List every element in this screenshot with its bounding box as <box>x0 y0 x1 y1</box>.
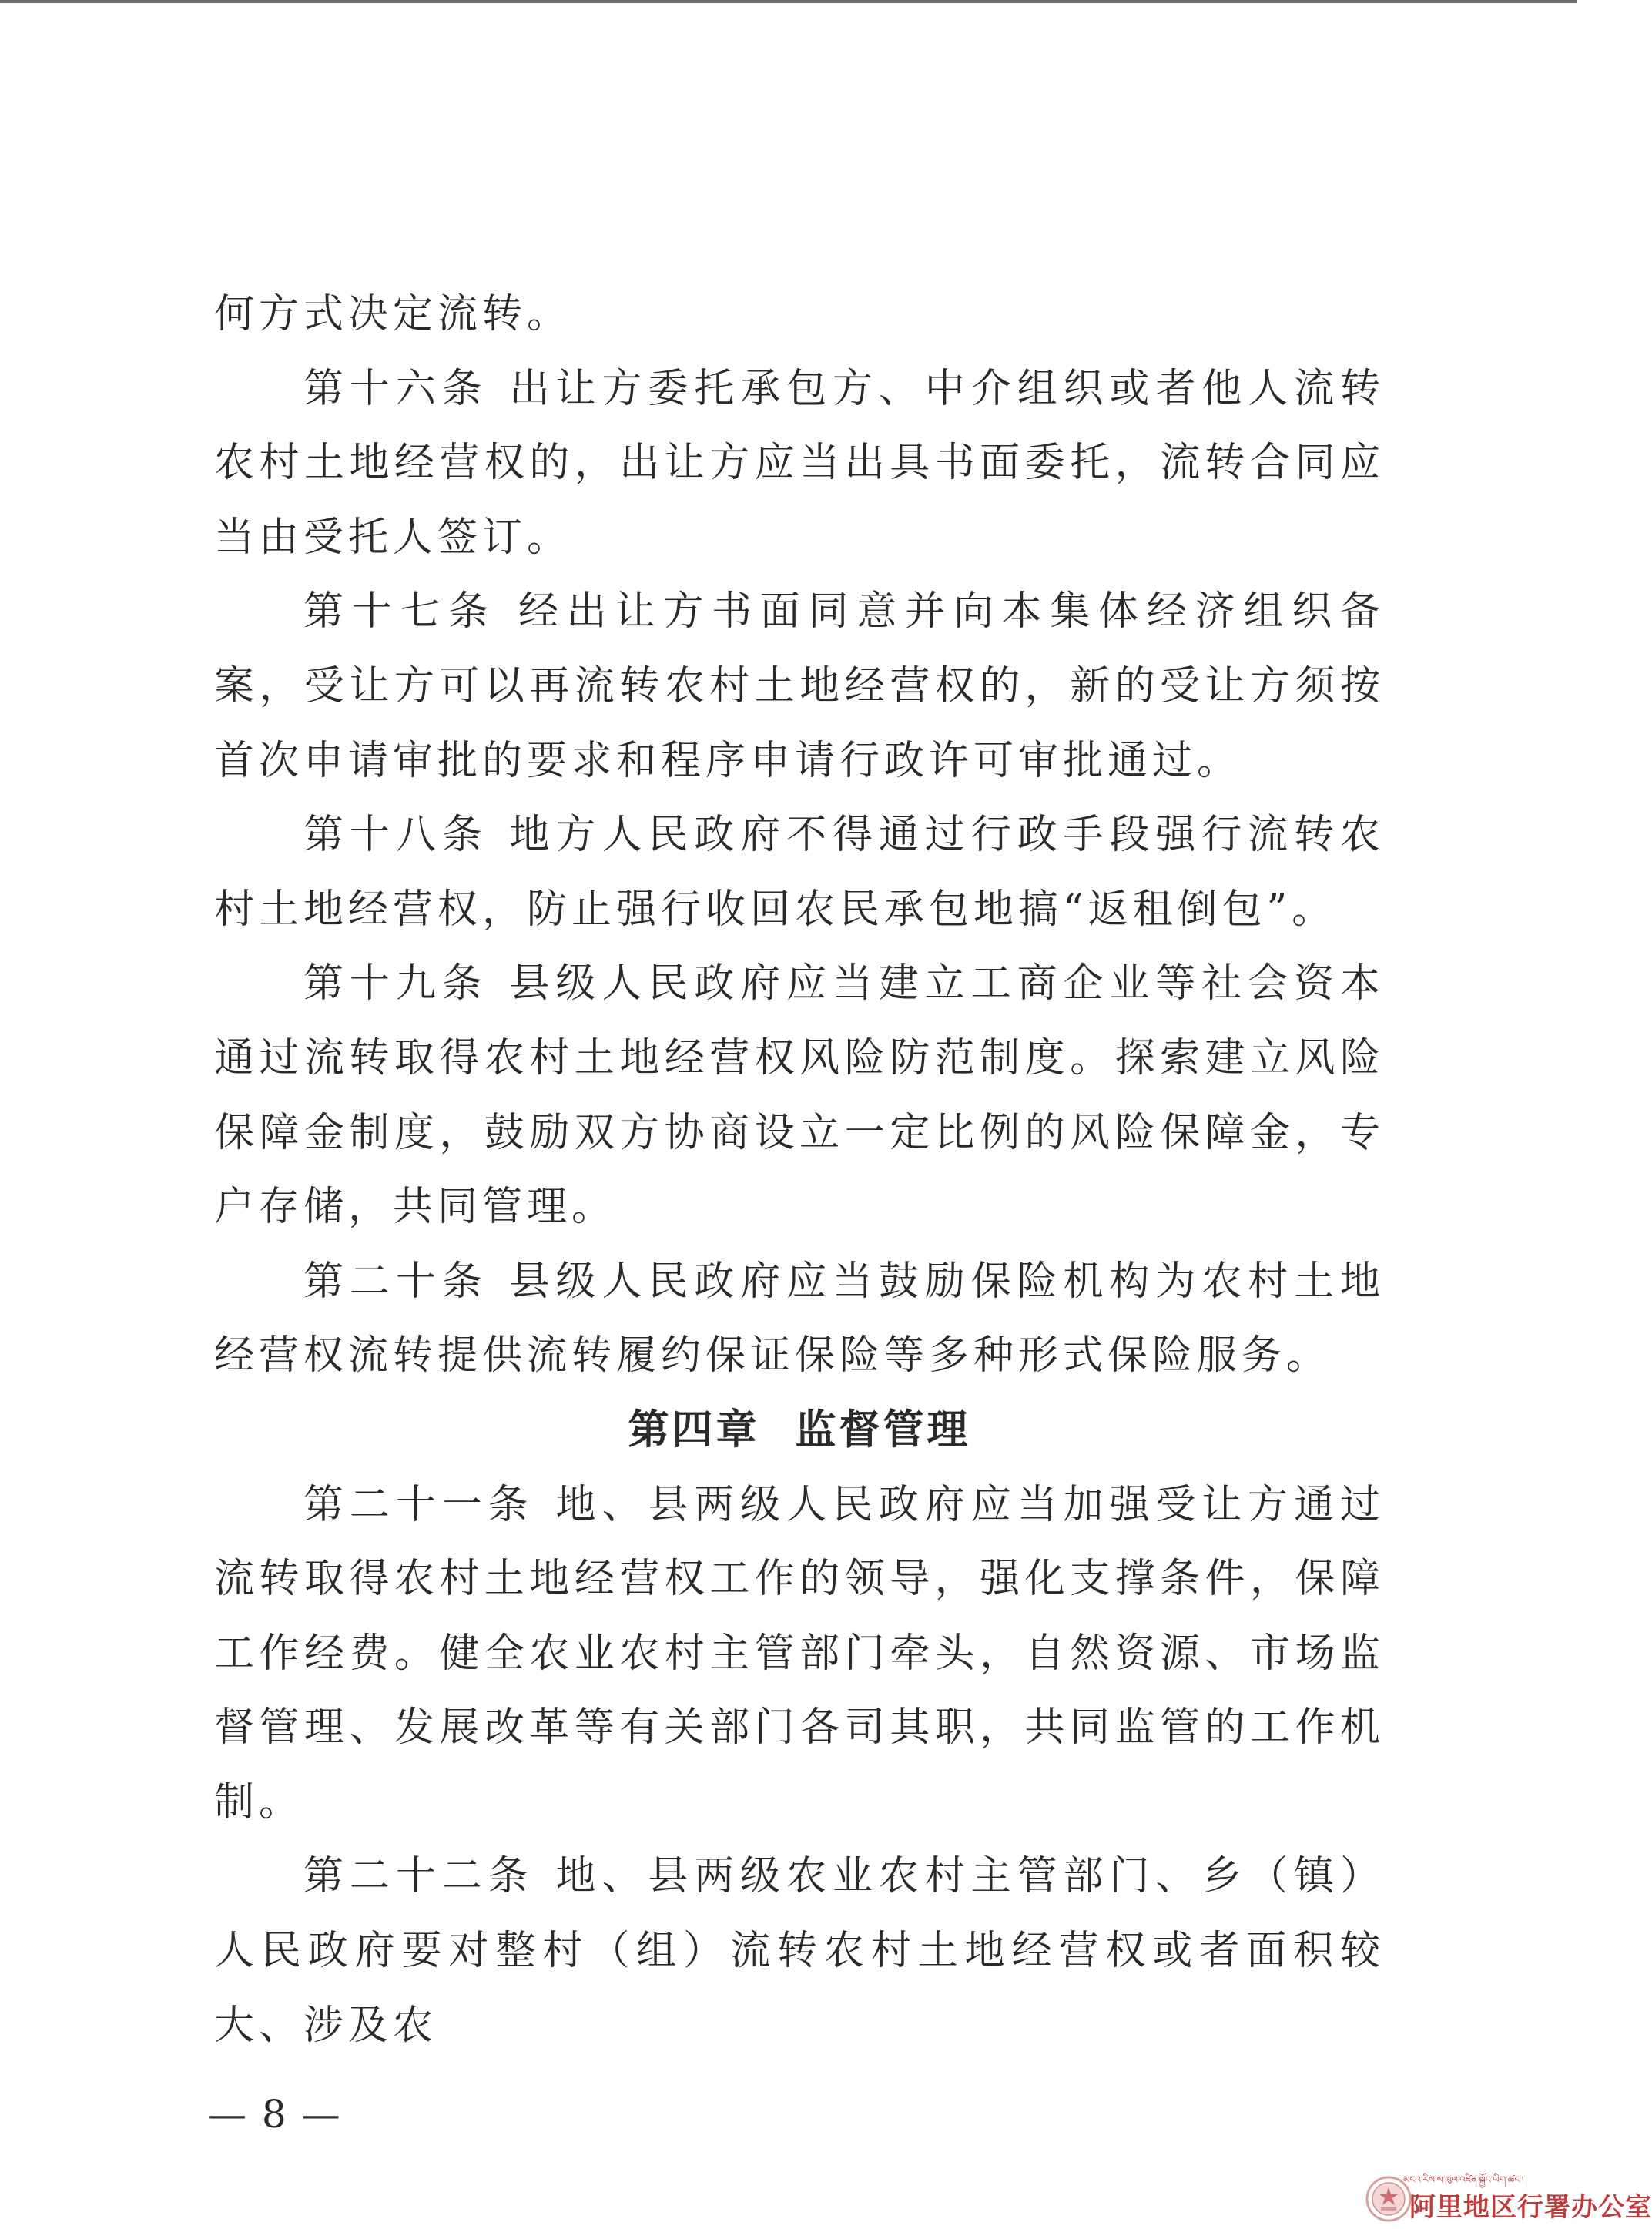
chapter-number: 第四章 <box>628 1406 760 1453</box>
article-21 <box>214 1468 1385 1840</box>
article-text: 出让方委托承包方、中介组织或者他人流转农村土地经营权的，出让方应当出具书面委托，流转合同应当由受托人签订。 <box>214 365 1385 561</box>
page-number: — 8 — <box>208 2092 342 2137</box>
article-number: 第十八条 <box>303 812 488 859</box>
article-text: 地、县两级农业农村主管部门、乡（镇）人民政府要对整村（组）流转农村土地经营权或者面积较大、涉及农 <box>214 1853 1385 2049</box>
article-16 <box>214 352 1385 575</box>
article-19 <box>214 947 1385 1244</box>
article-18 <box>214 798 1385 947</box>
document-body <box>214 277 1385 2063</box>
article-number: 第二十条 <box>303 1258 488 1305</box>
article-text: 县级人民政府应当建立工商企业等社会资本通过流转取得农村土地经营权风险防范制度。探索建立风险保障金制度，鼓励双方协商设立一定比例的风险保障金，专户存储，共同管理。 <box>214 960 1385 1231</box>
article-22 <box>214 1839 1385 2063</box>
article-number: 第十九条 <box>303 960 488 1007</box>
chapter-title: 监督管理 <box>795 1406 971 1453</box>
article-text: 地方人民政府不得通过行政手段强行流转农村土地经营权，防止强行收回农民承包地搞“返租倒包”。 <box>214 812 1385 933</box>
article-17 <box>214 575 1385 798</box>
article-number: 第十七条 <box>303 588 498 635</box>
article-number: 第二十一条 <box>303 1481 534 1528</box>
stamp-text: 阿里地区行署办公室 <box>1409 2192 1652 2223</box>
article-number: 第二十二条 <box>303 1853 534 1900</box>
article-text: 县级人民政府应当鼓励保险机构为农村土地经营权流转提供流转履约保证保险等多种形式保险服务。 <box>214 1258 1385 1379</box>
article-20 <box>214 1245 1385 1393</box>
article-text: 地、县两级人民政府应当加强受让方通过流转取得农村土地经营权工作的领导，强化支撑条件，保障工作经费。健全农业农村主管部门牵头，自然资源、市场监督管理、发展改革等有关部门各司其职，共同监管的工作机制。 <box>214 1481 1385 1825</box>
office-stamp <box>1363 2163 1652 2229</box>
article-number: 第十六条 <box>303 365 488 412</box>
paragraph-text: 何方式决定流转。 <box>214 291 572 337</box>
stamp-tibetan-text: མངའ་རིས་ས་ཁུལ་འཛིན་སྐྱོང་ཡིག་ཚང་། <box>1403 2174 1524 2185</box>
article-text: 经出让方书面同意并向本集体经济组织备案，受让方可以再流转农村土地经营权的，新的受让方须按首次申请审批的要求和程序申请行政许可审批通过。 <box>214 588 1385 784</box>
chapter-heading <box>214 1393 1385 1468</box>
paragraph-continuation <box>214 277 1385 352</box>
